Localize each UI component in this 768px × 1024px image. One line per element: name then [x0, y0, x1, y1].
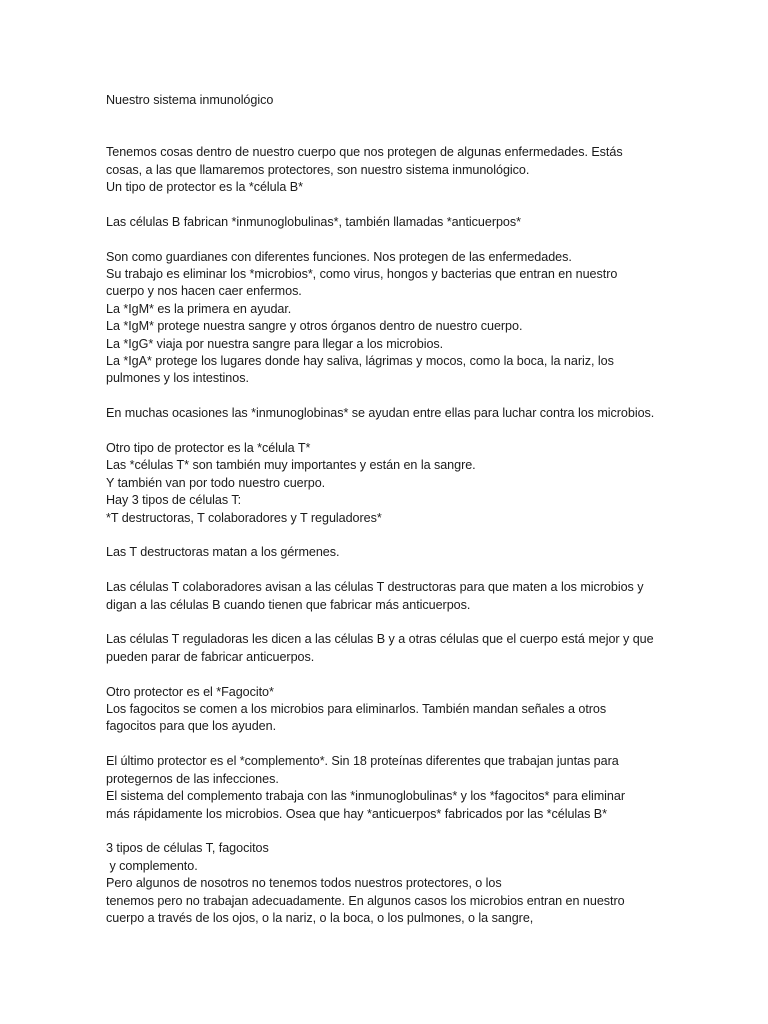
paragraph [106, 440, 686, 527]
text-line: El último protector es el *complemento*. Sin 18 proteínas diferentes que trabajan juntas para [106, 754, 619, 769]
paragraph-gap [106, 527, 686, 544]
text-line: Las *células T* son también muy importantes y están en la sangre. [106, 458, 476, 473]
paragraph [106, 544, 686, 561]
text-line: más rápidamente los microbios. Osea que hay *anticuerpos* fabricados por las *células B* [106, 806, 608, 821]
paragraph-gap [106, 423, 686, 440]
paragraph-gap [106, 614, 686, 631]
paragraph [106, 631, 686, 666]
text-line: Las células T colaboradores avisan a las células T destructoras para que maten a los microbios y [106, 580, 644, 595]
text-line: pueden parar de fabricar anticuerpos. [106, 649, 315, 664]
paragraph [106, 579, 686, 614]
text-line: La *IgM* protege nuestra sangre y otros órganos dentro de nuestro cuerpo. [106, 319, 523, 334]
paragraph-gap [106, 823, 686, 840]
text-line: Tenemos cosas dentro de nuestro cuerpo que nos protegen de algunas enfermedades. Estás [106, 145, 623, 160]
text-line: Las células B fabrican *inmunoglobulinas*, también llamadas *anticuerpos* [106, 214, 521, 229]
text-line: fagocitos para que los ayuden. [106, 719, 277, 734]
paragraph-gap [106, 562, 686, 579]
text-line: cuerpo a través de los ojos, o la nariz, o la boca, o los pulmones, o la sangre, [106, 910, 534, 925]
paragraph [106, 214, 686, 231]
text-line: Pero algunos de nosotros no tenemos todos nuestros protectores, o los [106, 876, 502, 891]
text-line: *T destructoras, T colaboradores y T reguladores* [106, 510, 382, 525]
text-line: protegernos de las infecciones. [106, 771, 279, 786]
text-line: pulmones y los intestinos. [106, 371, 249, 386]
paragraph-gap [106, 736, 686, 753]
paragraph-gap [106, 388, 686, 405]
text-line: La *IgA* protege los lugares donde hay saliva, lágrimas y mocos, como la boca, la nariz, los [106, 354, 614, 369]
paragraph-gap [106, 666, 686, 683]
text-line: Las células T reguladoras les dicen a las células B y a otras células que el cuerpo está mejor y que [106, 632, 654, 647]
paragraph [106, 249, 686, 388]
text-line: Otro protector es el *Fagocito* [106, 684, 274, 699]
paragraph-gap [106, 231, 686, 248]
text-line: cuerpo y nos hacen caer enfermos. [106, 284, 302, 299]
text-line: En muchas ocasiones las *inmunoglobinas* se ayudan entre ellas para luchar contra los microbios. [106, 406, 655, 421]
text-line: Otro tipo de protector es la *célula T* [106, 441, 311, 456]
text-line: cosas, a las que llamaremos protectores, son nuestro sistema inmunológico. [106, 162, 530, 177]
text-line: Un tipo de protector es la *célula B* [106, 180, 303, 195]
text-line: digan a las células B cuando tienen que fabricar más anticuerpos. [106, 597, 471, 612]
text-line: La *IgM* es la primera en ayudar. [106, 301, 292, 316]
text-line: La *IgG* viaja por nuestra sangre para llegar a los microbios. [106, 336, 444, 351]
paragraph [106, 753, 686, 823]
text-line: Son como guardianes con diferentes funciones. Nos protegen de las enfermedades. [106, 249, 572, 264]
text-line: El sistema del complemento trabaja con las *inmunoglobulinas* y los *fagocitos* para eliminar [106, 789, 625, 804]
text-line: tenemos pero no trabajan adecuadamente. En algunos casos los microbios entran en nuestro [106, 893, 625, 908]
text-line: 3 tipos de células T, fagocitos [106, 841, 269, 856]
document-body [106, 92, 686, 927]
document-title: Nuestro sistema inmunológico [106, 93, 274, 107]
paragraph [106, 840, 686, 927]
paragraph [106, 684, 686, 736]
paragraph [106, 144, 686, 196]
text-line: Y también van por todo nuestro cuerpo. [106, 475, 326, 490]
paragraph [106, 405, 686, 422]
text-line: Su trabajo es eliminar los *microbios*, como virus, hongos y bacterias que entran en nuestro [106, 267, 618, 282]
text-line: y complemento. [106, 858, 198, 873]
text-line: Los fagocitos se comen a los microbios para eliminarlos. También mandan señales a otros [106, 702, 607, 717]
text-line: Las T destructoras matan a los gérmenes. [106, 545, 340, 560]
text-line: Hay 3 tipos de células T: [106, 493, 242, 508]
paragraph-gap [106, 196, 686, 213]
